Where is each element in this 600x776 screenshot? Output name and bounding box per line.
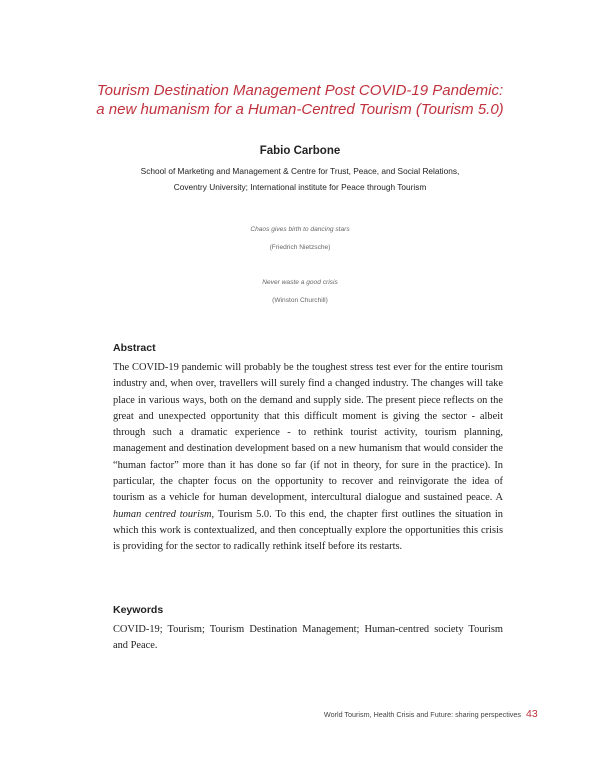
affiliation-line-1: School of Marketing and Management & Centre for Trust, Peace, and Social Relations, bbox=[140, 166, 460, 176]
chapter-title-line-1: Tourism Destination Management Post COVID-19 Pandemic: bbox=[96, 82, 504, 99]
keywords-heading: Keywords bbox=[113, 604, 164, 616]
author-name: Fabio Carbone bbox=[259, 145, 341, 157]
chapter-title-line-2: a new humanism for a Human-Centred Tourism (Tourism 5.0) bbox=[96, 101, 504, 118]
abstract-text bbox=[113, 360, 503, 556]
epigraph-source-1: (Friedrich Nietzsche) bbox=[269, 244, 331, 251]
keywords-text: COVID-19; Tourism; Tourism Destination Management; Human-centred society Tourism and Peace. bbox=[113, 624, 503, 652]
epigraph-quote-2: Never waste a good crisis bbox=[262, 279, 338, 286]
abstract-text-part-2: , Tourism 5.0. To this end, the chapter first outlines the situation in which this work is contextualized, and then conceptually explore the opportunities this crisis is providing for the sector to radically rethink itself before its restarts. bbox=[113, 508, 503, 553]
running-footer: World Tourism, Health Crisis and Future: sharing perspectives bbox=[323, 710, 521, 719]
abstract-heading: Abstract bbox=[113, 342, 156, 354]
author-affiliation bbox=[0, 163, 600, 195]
epigraph-source-2: (Winston Churchill) bbox=[272, 297, 328, 304]
page-number: 43 bbox=[526, 708, 538, 720]
abstract-text-emphasis: human centred tourism bbox=[113, 508, 212, 520]
affiliation-line-2: Coventry University; International institute for Peace through Tourism bbox=[173, 182, 427, 192]
epigraph-quote-1: Chaos gives birth to dancing stars bbox=[250, 226, 350, 233]
abstract-text-part-1: The COVID-19 pandemic will probably be the toughest stress test ever for the entire tourism industry and, when over, travellers will surely find a changed industry. The changes will take place in various ways, both on the demand and supply side. The present piece reflects on the great and unexpected opportunity that this difficult moment is giving the sector - albeit through such a dramatic experience - to rethink tourist activity, tourism planning, management and destination development based on a new humanism that would consider the “human factor” more than it has done so far (if not in theory, for sure in the practice). In particular, the chapter focus on the opportunity to recover and reinvigorate the idea of tourism as a vehicle for human development, intercultural dialogue and sustained peace. A bbox=[113, 362, 503, 504]
chapter-title bbox=[60, 81, 540, 119]
